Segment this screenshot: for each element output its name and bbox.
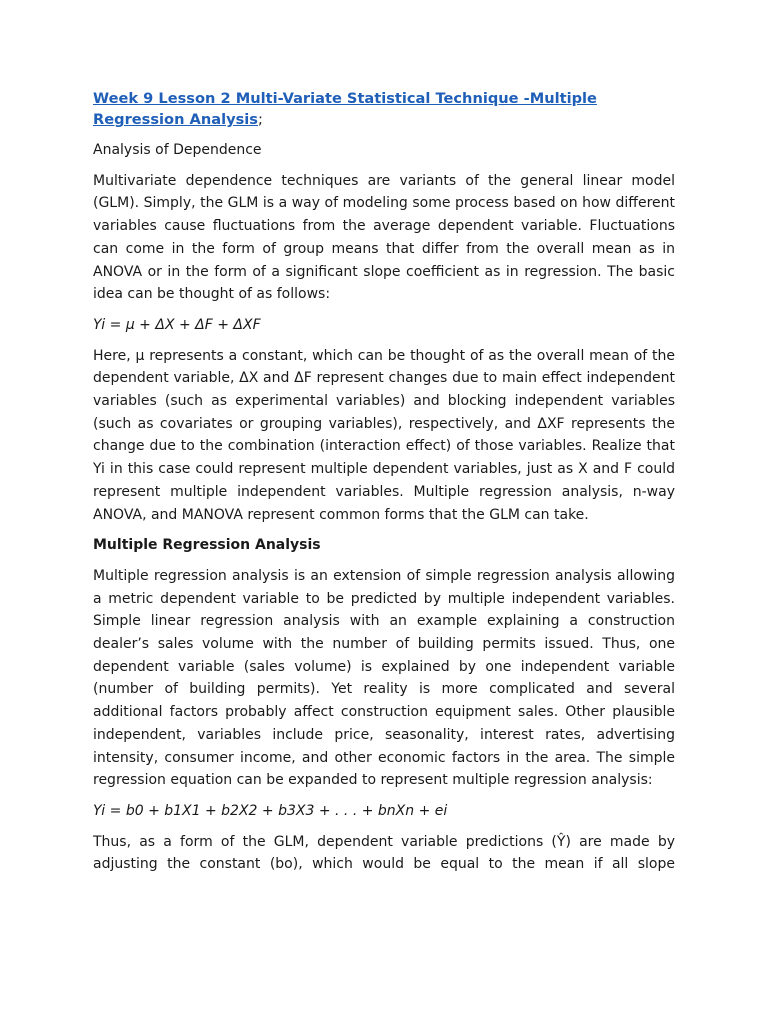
multiple-regression-paragraph: Multiple regression analysis is an extension of simple regression analysis allowing a metric dependent variable to be predicted by multiple independent variables. Simple linear regression analysis with an example explaining a construction dealer’s sales volume with the number of building permits issued. Thus, one dependent variable (sales volume) is explained by one independent variable (number of building permits). Yet reality is more complicated and several additional factors probably affect construction equipment sales. Other plausible independent, variables include price, seasonality, interest rates, advertising intensity, consumer income, and other economic factors in the area. The simple regression equation can be expanded to represent multiple regression analysis:	[93, 567, 675, 789]
title-semicolon: ;	[257, 111, 263, 128]
analysis-of-dependence-heading: Analysis of Dependence	[93, 142, 262, 158]
glm-formula: Yi = μ + ΔX + ΔF + ΔXF	[93, 316, 261, 333]
lesson-title-link[interactable]: Week 9 Lesson 2 Multi-Variate Statistical Technique -Multiple Regression Analysis	[93, 90, 597, 128]
lesson-title	[93, 88, 675, 130]
regression-equation: Yi = b0 + b1X1 + b2X2 + b3X3 + . . . + bnXn + ei	[93, 802, 448, 819]
glm-explanation-paragraph: Here, μ represents a constant, which can be thought of as the overall mean of the dependent variable, ΔX and ΔF represent changes due to main effect independent variables (such as experimental variables) and blocking independent variables (such as covariates or grouping variables), respectively, and ΔXF represents the change due to the combination (interaction effect) of those variables. Realize that Yi in this case could represent multiple dependent variables, just as X and F could represent multiple independent variables. Multiple regression analysis, n-way ANOVA, and MANOVA represent common forms that the GLM can take.	[93, 347, 675, 523]
glm-intro-paragraph: Multivariate dependence techniques are variants of the general linear model (GLM). Simply, the GLM is a way of modeling some process based on how different variables cause fluctuations from the average dependent variable. Fluctuations can come in the form of group means that differ from the overall mean as in ANOVA or in the form of a significant slope coefficient as in regression. The basic idea can be thought of as follows:	[93, 172, 675, 303]
glm-predictions-paragraph: Thus, as a form of the GLM, dependent variable predictions (Ŷ) are made by adjusting the constant (bo), which would be equal to the mean if all slope	[93, 833, 675, 873]
document-body	[93, 88, 675, 884]
multiple-regression-heading: Multiple Regression Analysis	[93, 537, 321, 554]
